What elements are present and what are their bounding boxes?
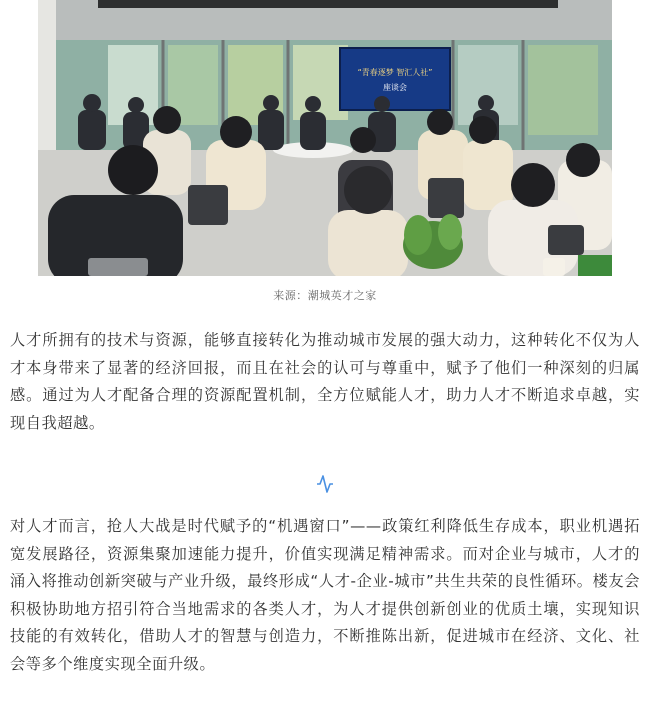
heartbeat-divider-icon <box>283 472 367 496</box>
paragraph-1: 人才所拥有的技术与资源，能够直接转化为推动城市发展的强大动力，这种转化不仅为人才本身带来了显著的经济回报，而且在社会的认可与尊重中，赋予了他们一种深刻的归属感。通过为人才配备合理的资源配置机制，全方位赋能人才，助力人才不断追求卓越，实现自我超越。 <box>10 331 640 432</box>
paragraph-2: 对人才而言，抢人大战是时代赋予的“机遇窗口”——政策红利降低生存成本，职业机遇拓宽发展路径，资源集聚加速能力提升，价值实现满足精神需求。而对企业与城市，人才的涌入将推动创新突破与产业升级，最终形成“人才-企业-城市”共生共荣的良性循环。楼友会积极协助地方招引符合当地需求的各类人才，为人才提供创新创业的优质土壤，实现知识技能的有效转化，借助人才的智慧与创造力，不断推陈出新，促进城市在经济、文化、社会等多个维度实现全面升级。 <box>10 517 640 673</box>
photo-caption: 来源：潮城英才之家 <box>273 289 377 302</box>
screen-subtitle: 座谈会 <box>383 83 407 92</box>
meeting-photo <box>38 0 612 276</box>
screen-title: “青春逐梦 智汇人社” <box>357 68 433 77</box>
